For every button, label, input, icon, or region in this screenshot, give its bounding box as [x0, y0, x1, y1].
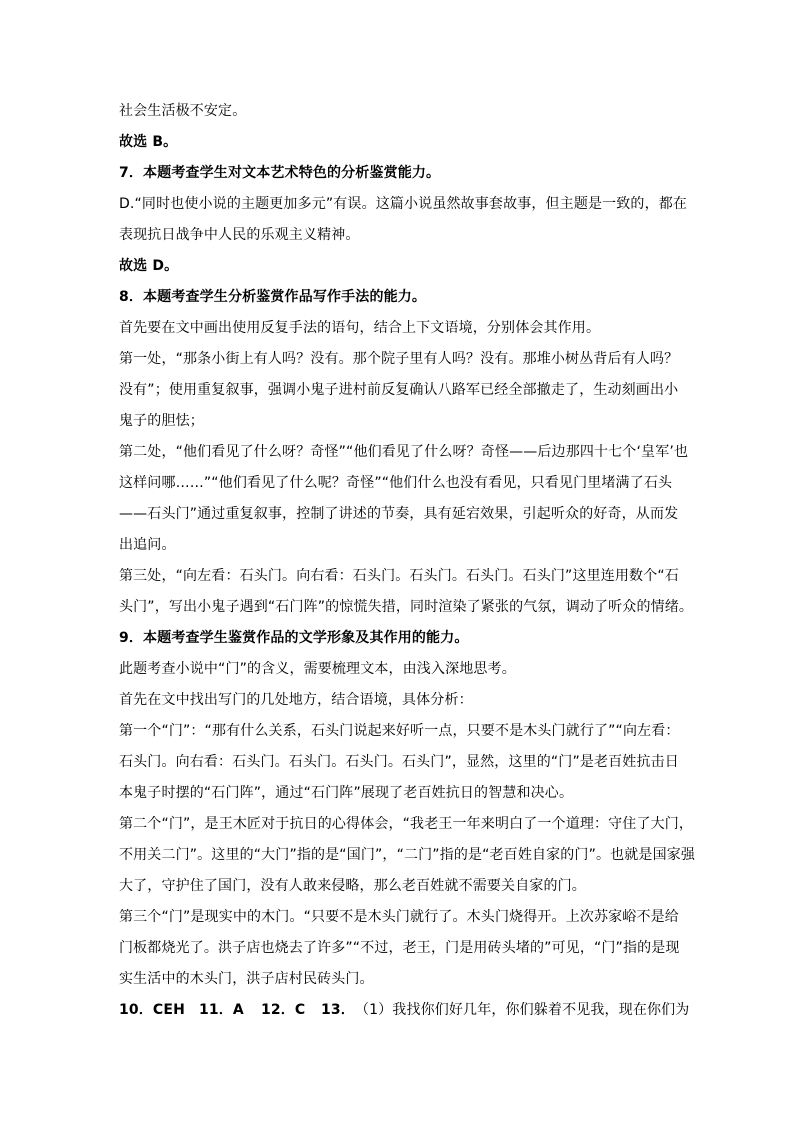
answer-11: 11．A [199, 1002, 244, 1018]
text-line: D.“同时也使小说的主题更加多元”有误。这篇小说虽然故事套故事，但主题是一致的，都在 [119, 196, 688, 212]
text-line: 首先要在文中画出使用反复手法的语句，结合上下文语境，分别体会其作用。 [119, 320, 601, 336]
answer-13-text: （1）我找你们好几年，你们躲着不见我，现在你们为 [354, 1002, 690, 1018]
text-line: ——石头门”通过重复叙事，控制了讲述的节奏，具有延宕效果，引起听众的好奇，从而发 [119, 506, 679, 522]
text-line: 本鬼子时摆的“石门阵”，通过“石门阵”展现了老百姓抗日的智慧和决心。 [119, 785, 574, 801]
text-line: 第一个“门”：“那有什么关系，石头门说起来好听一点，只要不是木头门就行了”“向左看： [119, 723, 680, 739]
text-line: 第三处，“向左看：石头门。向右看：石头门。石头门。石头门。石头门”这里连用数个“石 [119, 568, 679, 584]
text-line: 石头门。向右看：石头门。石头门。石头门。石头门”，显然，这里的“门”是老百姓抗击日 [119, 754, 679, 770]
text-line: 表现抗日战争中人民的乐观主义精神。 [119, 227, 360, 243]
text-line: 第三个“门”是现实中的木门。“只要不是木头门就行了。木头门烧得开。上次苏家峪不是给 [119, 909, 679, 925]
text-line: 这样问哪……”“他们看见了什么呢？奇怪”“他们什么也没有看见，只看见门里堵满了石头 [119, 475, 673, 491]
text-line: 故选 D。 [119, 258, 179, 274]
text-line: 故选 B。 [119, 134, 178, 150]
text-line: 第二处，“他们看见了什么呀？奇怪”“他们看见了什么呀？奇怪——后边那四十七个‘皇军’也 [119, 444, 689, 460]
text-line: 第一处，“那条小街上有人吗？没有。那个院子里有人吗？没有。那堆小树丛背后有人吗？ [119, 351, 679, 367]
text-line: 不用关二门”。这里的“大门”指的是“国门”，“二门”指的是“老百姓自家的门”。也就是国家强 [119, 847, 696, 863]
question-heading: 8．本题考查学生分析鉴赏作品写作手法的能力。 [119, 289, 427, 305]
answers-line [119, 1000, 689, 1020]
text-line: 实生活中的木头门，洪子店村民砖头门。 [119, 971, 374, 987]
answer-13-number: 13． [321, 1002, 355, 1018]
question-heading: 9．本题考查学生鉴赏作品的文学形象及其作用的能力。 [119, 630, 469, 646]
answer-10: 10．CEH [119, 1002, 185, 1018]
text-line: 第二个“门”，是王木匠对于抗日的心得体会，“我老王一年来明白了一个道理：守住了大门， [119, 816, 694, 832]
text-line: 大了，守护住了国门，没有人敢来侵略，那么老百姓就不需要关自家的门。 [119, 878, 586, 894]
text-line: 社会生活极不安定。 [119, 103, 247, 119]
question-heading: 7．本题考查学生对文本艺术特色的分析鉴赏能力。 [119, 165, 441, 181]
text-line: 此题考查小说中“门”的含义，需要梳理文本，由浅入深地思考。 [119, 661, 516, 677]
text-line: 门板都烧光了。洪子店也烧去了许多”“不过，老王，门是用砖头堵的”可见，“门”指的是现 [119, 940, 680, 956]
answer-12: 12．C [261, 1002, 306, 1018]
text-line: 鬼子的胆怯； [119, 413, 204, 429]
text-line: 头门”，写出小鬼子遇到“石门阵”的惊慌失措，同时渲染了紧张的气氛，调动了听众的情绪。 [119, 599, 694, 615]
text-line: 没有”；使用重复叙事，强调小鬼子进村前反复确认八路军已经全部撤走了，生动刻画出小 [119, 382, 679, 398]
text-line: 出追问。 [119, 537, 176, 553]
text-line: 首先在文中找出写门的几处地方，结合语境，具体分析： [119, 692, 473, 708]
